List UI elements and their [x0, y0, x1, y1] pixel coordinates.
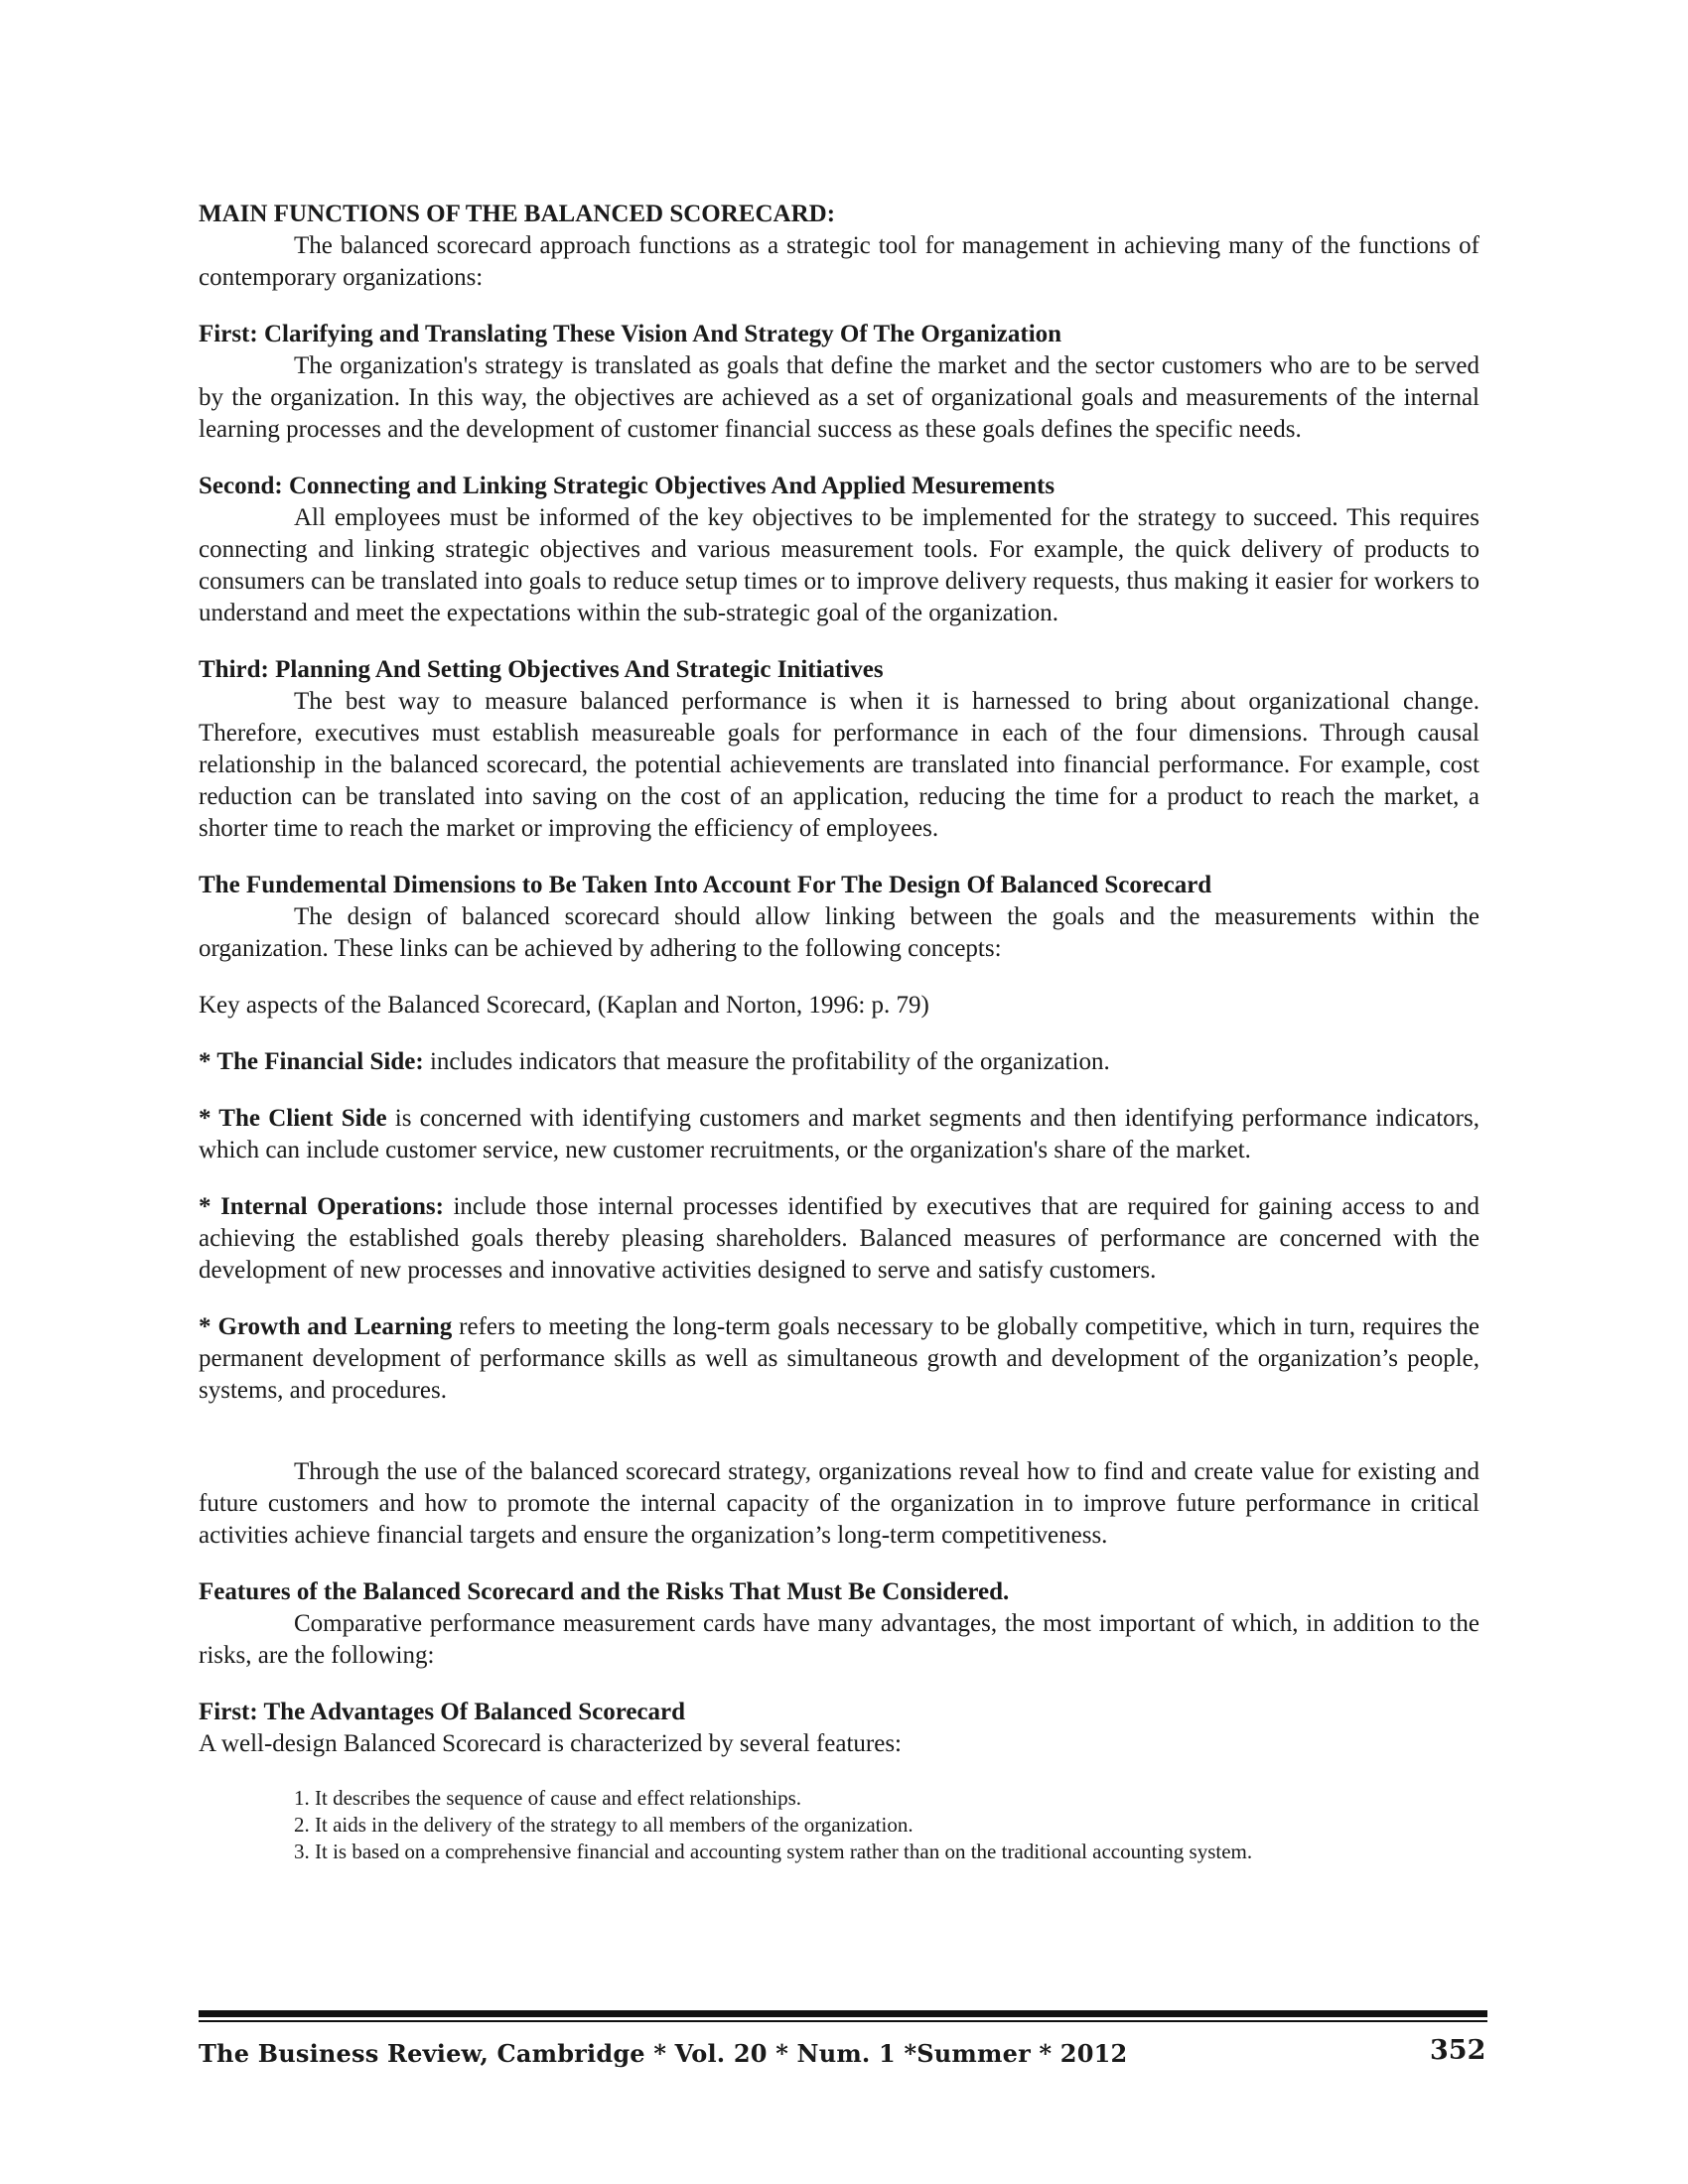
section-heading-features: Features of the Balanced Scorecard and the Risks That Must Be Considered.	[199, 1578, 1010, 1605]
bullet-label: Growth and Learning	[217, 1313, 453, 1340]
section-body-features: Comparative performance measurement cards have many advantages, the most important of which, in addition to the risks, are the following:	[199, 1610, 1479, 1669]
list-item: 3. It is based on a comprehensive financial and accounting system rather than on the traditional accounting system.	[294, 1840, 1253, 1863]
conclusion-paragraph: Through the use of the balanced scorecard strategy, organizations reveal how to find and create value for existing and future customers and how to promote the internal capacity of the organization in to improve future performance in critical activities achieve financial targets and ensure the organization’s long-term competitiveness.	[199, 1458, 1479, 1549]
section-heading-advantages: First: The Advantages Of Balanced Scorecard	[199, 1699, 686, 1725]
intro-paragraph: The balanced scorecard approach functions as a strategic tool for management in achieving many of the functions of contemporary organizations:	[199, 232, 1479, 291]
page-content	[199, 199, 1479, 1865]
section-heading-first: First: Clarifying and Translating These Vision And Strategy Of The Organization	[199, 321, 1062, 347]
bullet-internal: * Internal Operations: include those internal processes identified by executives that are required for gaining access to and achieving the established goals thereby pleasing shareholders. Balanced measures of performance are concerned with the development of new processes and innovative activities designed to serve and satisfy customers.	[199, 1193, 1480, 1284]
bullet-label: The Financial Side:	[216, 1048, 424, 1075]
bullet-financial: * The Financial Side: includes indicators that measure the profitability of the organization.	[199, 1048, 1110, 1075]
section-body-second: All employees must be informed of the key objectives to be implemented for the strategy to succeed. This requires connecting and linking strategic objectives and various measurement tools. For example, the quick delivery of products to consumers can be translated into goals to reduce setup times or to improve delivery requests, thus making it easier for workers to understand and meet the expectations within the sub-strategic goal of the organization.	[199, 504, 1479, 626]
section-body-advantages: A well-design Balanced Scorecard is characterized by several features:	[199, 1730, 902, 1757]
bullet-growth: * Growth and Learning refers to meeting the long-term goals necessary to be globally competitive, which in turn, requires the permanent development of performance skills as well as simultaneous growth and development of the organization’s people, systems, and procedures.	[199, 1313, 1479, 1404]
section-heading-third: Third: Planning And Setting Objectives And Strategic Initiatives	[199, 656, 884, 683]
footer-rule-thick	[199, 2010, 1487, 2017]
bullet-label: The Client Side	[218, 1105, 387, 1132]
section-heading-dimensions: The Fundemental Dimensions to Be Taken Into Account For The Design Of Balanced Scorecard	[199, 872, 1212, 898]
bullet-client: * The Client Side is concerned with identifying customers and market segments and then identifying performance indicators, which can include customer service, new customer recruitments, or the organization's share of the market.	[199, 1105, 1479, 1163]
list-item: 2. It aids in the delivery of the strategy to all members of the organization.	[294, 1813, 914, 1837]
section-heading-second: Second: Connecting and Linking Strategic Objectives And Applied Mesurements	[199, 473, 1055, 499]
bullet-label: Internal Operations:	[220, 1193, 444, 1220]
footer-journal: The Business Review, Cambridge * Vol. 20 * Num. 1 *Summer * 2012	[199, 2039, 1128, 2068]
footer-rule-thin	[199, 2020, 1487, 2022]
section-body-third: The best way to measure balanced performance is when it is harnessed to bring about organizational change. Therefore, executives must establish measureable goals for performance in each of the four dimensions. Through causal relationship in the balanced scorecard, the potential achievements are translated into financial performance. For example, cost reduction can be translated into saving on the cost of an application, reducing the time for a product to reach the market, a shorter time to reach the market or improving the efficiency of employees.	[199, 688, 1479, 842]
section-body-dimensions: The design of balanced scorecard should allow linking between the goals and the measurements within the organization. These links can be achieved by adhering to the following concepts:	[199, 903, 1479, 962]
main-title: MAIN FUNCTIONS OF THE BALANCED SCORECARD:	[199, 201, 836, 227]
list-item: 1. It describes the sequence of cause and effect relationships.	[294, 1786, 801, 1810]
section-body-first: The organization's strategy is translated as goals that define the market and the sector customers who are to be served by the organization. In this way, the objectives are achieved as a set of organizational goals and measurements of the internal learning processes and the development of customer financial success as these goals defines the specific needs.	[199, 352, 1479, 443]
key-aspects-line: Key aspects of the Balanced Scorecard, (Kaplan and Norton, 1996: p. 79)	[199, 992, 929, 1019]
page-number: 352	[1430, 2035, 1486, 2066]
features-list	[199, 1785, 1479, 1865]
